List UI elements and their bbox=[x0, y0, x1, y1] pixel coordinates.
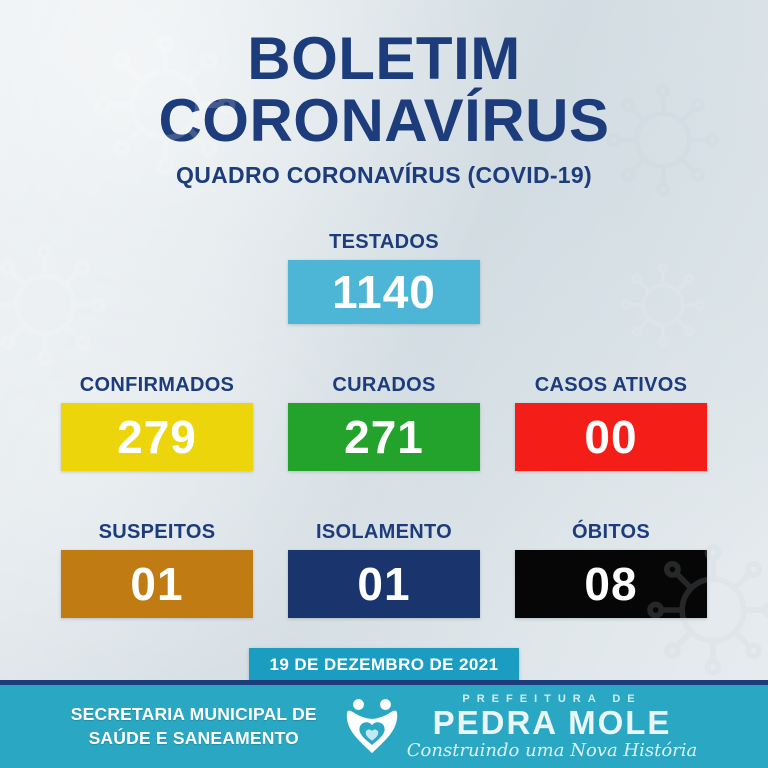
secretariat-line2: SAÚDE E SANEAMENTO bbox=[88, 727, 299, 748]
stat-label-suspeitos: SUSPEITOS bbox=[98, 521, 216, 543]
logo-name: PEDRA MOLE bbox=[432, 703, 672, 741]
stat-card-curados bbox=[288, 374, 480, 471]
stat-value-casos-ativos: 00 bbox=[584, 411, 638, 463]
stat-box-obitos bbox=[515, 550, 707, 618]
stat-label-confirmados: CONFIRMADOS bbox=[79, 374, 235, 396]
stat-card-isolamento bbox=[288, 521, 480, 618]
date-bar bbox=[249, 648, 519, 682]
stat-box-curados bbox=[288, 403, 480, 471]
stat-card-confirmados bbox=[61, 374, 253, 471]
stat-value-isolamento: 01 bbox=[357, 558, 411, 610]
stat-label-obitos: ÓBITOS bbox=[571, 521, 651, 543]
stats-row-1 bbox=[0, 374, 768, 471]
secretariat-text bbox=[71, 703, 317, 750]
stat-label-curados: CURADOS bbox=[332, 374, 436, 396]
people-heart-icon bbox=[345, 697, 399, 757]
stat-card-testados bbox=[0, 231, 768, 324]
stat-box-testados bbox=[288, 260, 480, 324]
stat-card-casos-ativos bbox=[515, 374, 707, 471]
page-subtitle: QUADRO CORONAVÍRUS (COVID-19) bbox=[176, 162, 592, 188]
stat-card-obitos bbox=[515, 521, 707, 618]
page-title-line2: CORONAVÍRUS bbox=[158, 87, 610, 154]
stat-card-suspeitos bbox=[61, 521, 253, 618]
header bbox=[0, 0, 768, 189]
date-text: 19 DE DEZEMBRO DE 2021 bbox=[269, 655, 499, 674]
stat-label-casos-ativos: CASOS ATIVOS bbox=[534, 374, 688, 396]
stat-box-casos-ativos bbox=[515, 403, 707, 471]
stat-box-confirmados bbox=[61, 403, 253, 471]
stats-row-2 bbox=[0, 521, 768, 618]
stat-box-suspeitos bbox=[61, 550, 253, 618]
stat-label-isolamento: ISOLAMENTO bbox=[316, 521, 452, 543]
stat-value-curados: 271 bbox=[344, 411, 424, 463]
stat-value-obitos: 08 bbox=[584, 558, 638, 610]
logo-pretitle: PREFEITURA DE bbox=[462, 692, 642, 705]
logo-slogan: Construindo uma Nova História bbox=[406, 739, 698, 761]
stat-box-isolamento bbox=[288, 550, 480, 618]
logo-text bbox=[407, 693, 697, 761]
stat-value-confirmados: 279 bbox=[117, 411, 197, 463]
footer bbox=[0, 680, 768, 768]
stat-label-testados: TESTADOS bbox=[329, 231, 439, 253]
prefeitura-logo bbox=[345, 693, 697, 761]
page-title-line1: BOLETIM bbox=[247, 25, 521, 92]
stat-value-testados: 1140 bbox=[332, 266, 436, 318]
stat-value-suspeitos: 01 bbox=[130, 558, 184, 610]
secretariat-line1: SECRETARIA MUNICIPAL DE bbox=[70, 703, 317, 724]
